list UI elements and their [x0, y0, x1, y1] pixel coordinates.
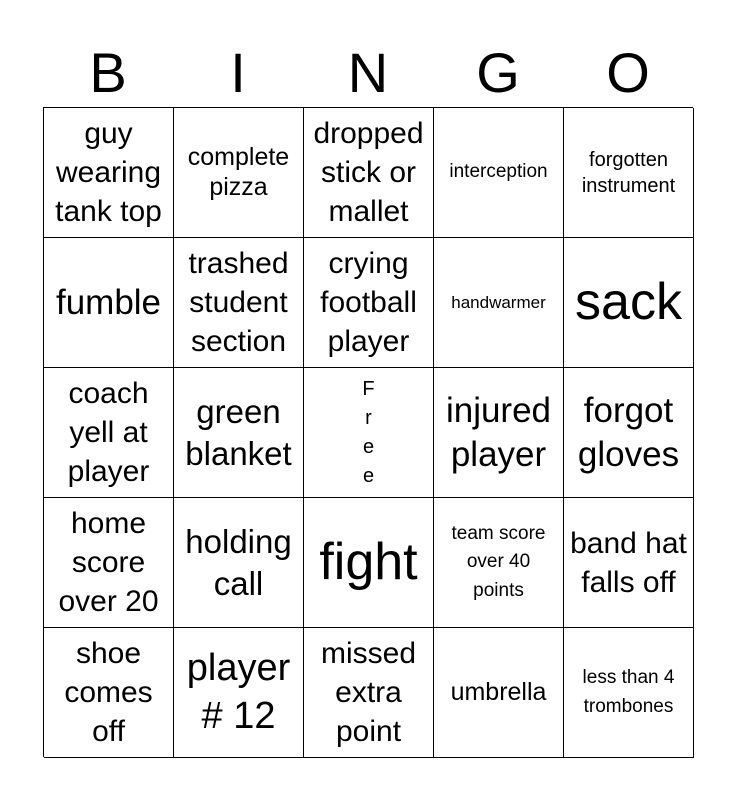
cell-text: crying football player [320, 247, 417, 358]
bingo-cell-g3[interactable] [434, 368, 564, 498]
bingo-cell-i1[interactable] [174, 108, 304, 238]
bingo-cell-o1[interactable] [564, 108, 694, 238]
bingo-cell-o4[interactable] [564, 498, 694, 628]
header-letter-n: N [347, 41, 389, 104]
cell-text: shoe comes off [64, 637, 153, 748]
bingo-cell-n3-free[interactable] [304, 368, 434, 498]
cell-text: interception [449, 161, 548, 183]
cell-text: holding call [185, 523, 292, 602]
header-letter-b: B [89, 41, 127, 104]
cell-text: forgotten instrument [581, 148, 676, 197]
bingo-cell-n1[interactable] [304, 108, 434, 238]
bingo-cell-n2[interactable] [304, 238, 434, 368]
cell-text: home score over 20 [58, 507, 159, 618]
bingo-cell-g5[interactable] [434, 628, 564, 758]
bingo-card-grid [43, 107, 693, 757]
bingo-cell-b4[interactable] [44, 498, 174, 628]
bingo-cell-i3[interactable] [174, 368, 304, 498]
bingo-header [43, 40, 693, 106]
header-letter-i: I [230, 41, 246, 104]
cell-text: sack [575, 272, 682, 331]
bingo-cell-b5[interactable] [44, 628, 174, 758]
cell-text: handwarmer [451, 292, 546, 312]
cell-text: guy wearing tank top [55, 117, 162, 228]
cell-text: dropped stick or mallet [313, 117, 424, 228]
cell-text: trashed student section [188, 247, 289, 358]
bingo-cell-i4[interactable] [174, 498, 304, 628]
bingo-cell-o2[interactable] [564, 238, 694, 368]
cell-text: fumble [55, 282, 162, 322]
bingo-cell-o5[interactable] [564, 628, 694, 758]
header-letter-g: G [476, 41, 520, 104]
cell-text: forgot gloves [577, 390, 680, 474]
bingo-cell-b2[interactable] [44, 238, 174, 368]
cell-text: fight [319, 532, 418, 591]
bingo-cell-g1[interactable] [434, 108, 564, 238]
bingo-cell-o3[interactable] [564, 368, 694, 498]
bingo-cell-b1[interactable] [44, 108, 174, 238]
cell-text: player # 12 [186, 647, 291, 737]
cell-text: umbrella [450, 677, 547, 706]
bingo-cell-g4[interactable] [434, 498, 564, 628]
cell-text: team score over 40 points [451, 522, 546, 601]
bingo-cell-b3[interactable] [44, 368, 174, 498]
free-space-text: Free [362, 377, 375, 487]
cell-text: missed extra point [320, 637, 417, 748]
bingo-cell-i2[interactable] [174, 238, 304, 368]
bingo-cell-n4[interactable] [304, 498, 434, 628]
bingo-cell-i5[interactable] [174, 628, 304, 758]
cell-text: band hat falls off [570, 526, 687, 599]
bingo-cell-g2[interactable] [434, 238, 564, 368]
cell-text: complete pizza [187, 143, 290, 201]
header-letter-o: O [606, 41, 650, 104]
bingo-cell-n5[interactable] [304, 628, 434, 758]
cell-text: injured player [445, 390, 552, 474]
cell-text: green blanket [185, 393, 292, 472]
cell-text: coach yell at player [67, 377, 150, 488]
cell-text: less than 4 trombones [582, 667, 675, 717]
